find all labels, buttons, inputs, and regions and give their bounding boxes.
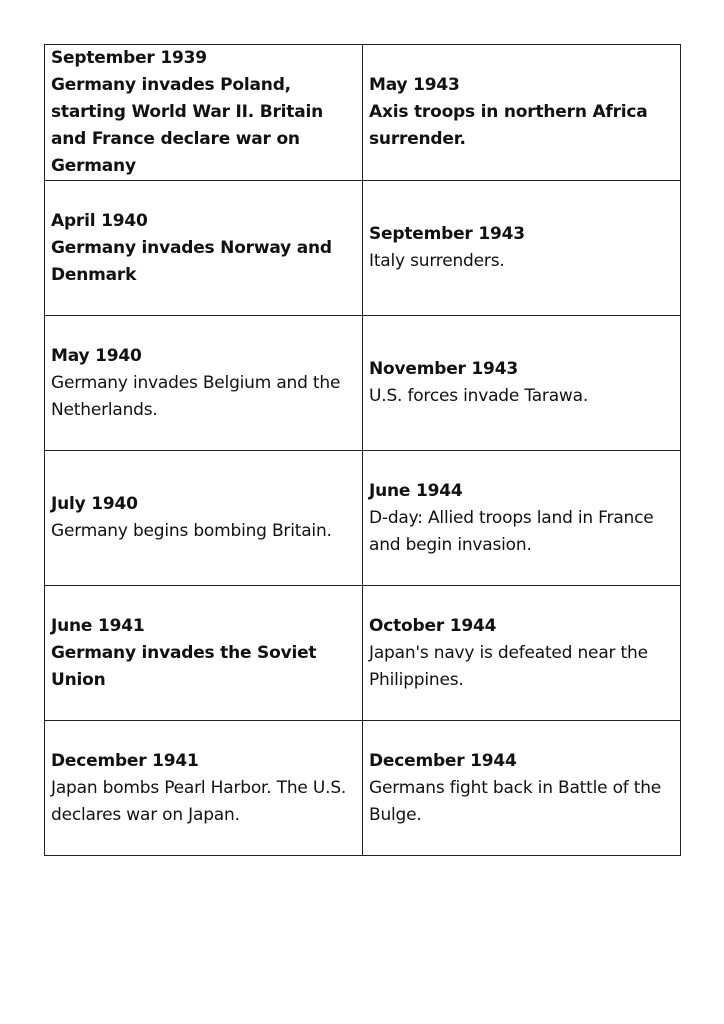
card-date: April 1940 [51,210,148,231]
timeline-card [45,451,363,586]
card-event: Germany invades Norway and Denmark [51,237,332,285]
timeline-card [363,451,681,586]
timeline-card [363,181,681,316]
card-date: September 1939 [51,48,207,68]
card-date: December 1941 [51,750,199,771]
table-row [45,586,681,721]
card-event: Axis troops in northern Africa surrender. [369,102,648,149]
card-event: Germany invades Belgium and the Netherlands. [51,372,341,420]
timeline-card-table [44,44,681,856]
card-date: June 1944 [369,480,463,501]
card-date: July 1940 [51,494,138,514]
timeline-card [363,721,681,856]
table-row [45,45,681,181]
timeline-card [45,586,363,721]
table-row [45,451,681,586]
timeline-card [45,721,363,856]
card-date: September 1943 [369,224,525,244]
card-event: Germans fight back in Battle of the Bulge. [369,777,662,825]
timeline-card [45,316,363,451]
timeline-card [363,316,681,451]
timeline-card [363,45,681,181]
card-date: December 1944 [369,750,517,771]
card-event: Germany invades the Soviet Union [51,642,317,690]
card-event: U.S. forces invade Tarawa. [369,386,589,406]
timeline-card [363,586,681,721]
card-event: Germany invades Poland, starting World War II. Britain and France declare war on Germany [51,75,324,176]
card-date: June 1941 [51,615,145,636]
card-date: November 1943 [369,359,518,379]
card-event: Japan's navy is defeated near the Philippines. [369,642,648,690]
table-row [45,721,681,856]
card-date: October 1944 [369,615,497,636]
card-event: Germany begins bombing Britain. [51,521,332,541]
card-event: D-day: Allied troops land in France and begin invasion. [369,507,654,555]
table-row [45,316,681,451]
card-date: May 1940 [51,345,142,366]
card-event: Italy surrenders. [369,251,505,271]
table-row [45,181,681,316]
timeline-card [45,45,363,181]
timeline-card [45,181,363,316]
card-date: May 1943 [369,75,460,95]
card-event: Japan bombs Pearl Harbor. The U.S. declares war on Japan. [51,777,347,825]
